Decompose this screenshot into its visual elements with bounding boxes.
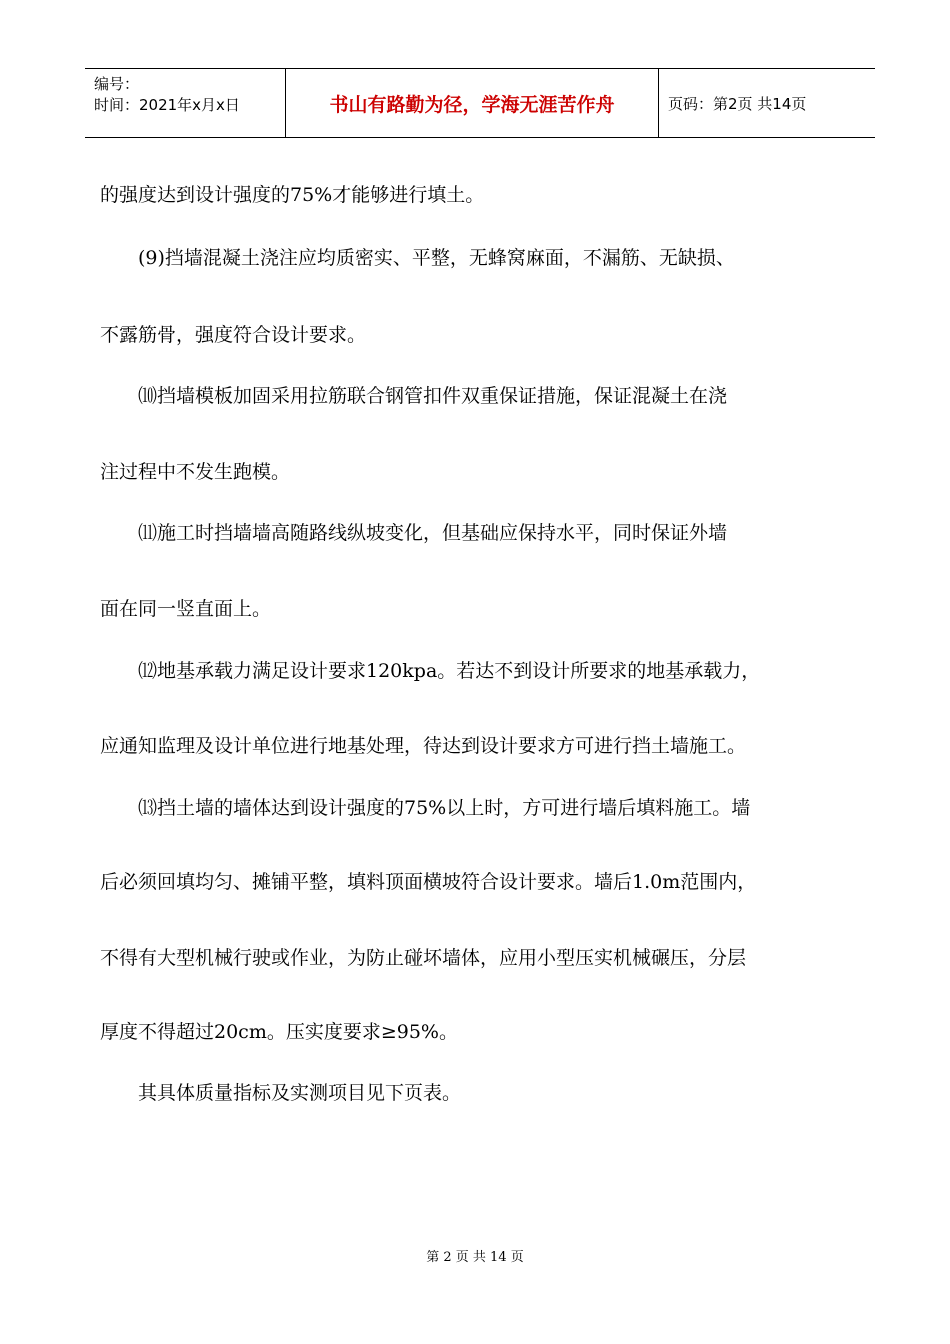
header-meta [85,69,285,137]
paragraph-line: 后必须回填均匀、摊铺平整，填料顶面横坡符合设计要求。墙后1.0m范围内， [100,871,757,893]
paragraph-line: 面在同一竖直面上。 [100,598,272,620]
paragraph-line: 厚度不得超过20cm。压实度要求≥95%。 [100,1021,458,1043]
page-header [85,68,875,138]
paragraph-line: 不得有大型机械行驶或作业，为防止碰坏墙体，应用小型压实机械碾压，分层 [100,947,747,969]
paragraph-line: 应通知监理及设计单位进行地基处理，待达到设计要求方可进行挡土墙施工。 [100,735,747,757]
header-divider [658,69,659,137]
paragraph-line: ⑿地基承载力满足设计要求120kpa。若达不到设计所要求的地基承载力， [138,660,761,682]
paragraph-line: 注过程中不发生跑模。 [100,461,291,483]
header-page-label: 页码：第2页 共14页 [668,95,807,113]
paragraph-line: ⒀挡土墙的墙体达到设计强度的75%以上时，方可进行墙后填料施工。墙 [138,797,751,819]
paragraph-line: ⑾施工时挡墙墙高随路线纵坡变化，但基础应保持水平，同时保证外墙 [138,522,728,544]
paragraph-line: (9)挡墙混凝土浇注应均质密实、平整，无蜂窝麻面，不漏筋、无缺损、 [138,247,735,269]
paragraph-line: 的强度达到设计强度的75%才能够进行填土。 [100,184,485,206]
document-time-label: 时间：2021年x月x日 [94,96,240,114]
paragraph-line: ⑽挡墙模板加固采用拉筋联合钢管扣件双重保证措施，保证混凝土在浇 [138,385,728,407]
paragraph-line: 其具体质量指标及实测项目见下页表。 [138,1082,462,1104]
page-footer: 第 2 页 共 14 页 [426,1250,524,1265]
document-number-label: 编号： [94,75,140,93]
header-motto: 书山有路勤为径，学海无涯苦作舟 [329,93,615,116]
paragraph-line: 不露筋骨，强度符合设计要求。 [100,324,367,346]
